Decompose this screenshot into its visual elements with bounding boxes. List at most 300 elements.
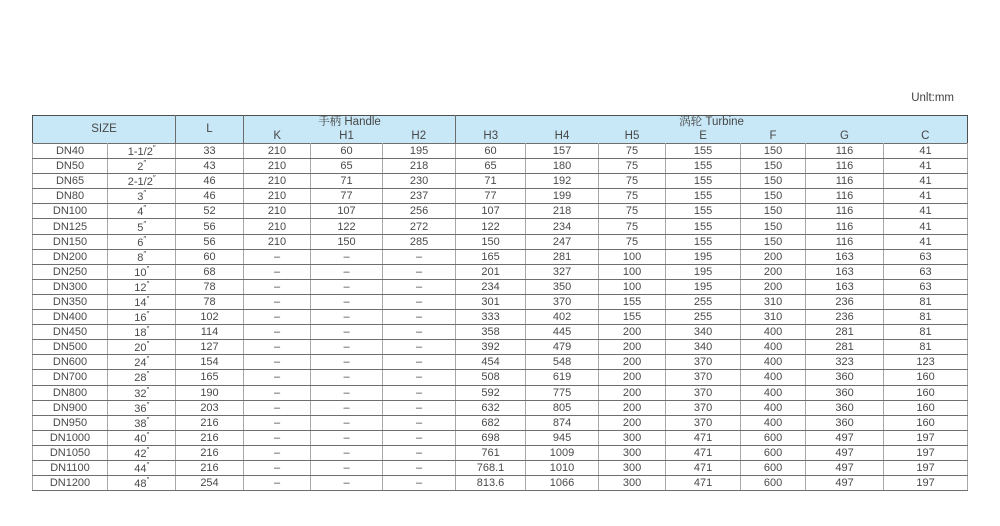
- table-cell: DN80: [33, 189, 108, 204]
- table-row: [33, 264, 968, 279]
- table-cell: 195: [666, 264, 741, 279]
- table-cell: –: [383, 385, 456, 400]
- col-header-g: G: [806, 130, 884, 144]
- table-cell: 100: [599, 264, 666, 279]
- table-cell: 155: [599, 310, 666, 325]
- col-group-turbine: 涡轮 Turbine: [456, 116, 968, 130]
- table-cell: 300: [599, 430, 666, 445]
- table-cell: 210: [244, 234, 311, 249]
- table-cell: –: [311, 476, 383, 491]
- table-cell: 497: [806, 430, 884, 445]
- table-cell: 165: [176, 370, 244, 385]
- table-cell: DN65: [33, 174, 108, 189]
- table-cell: 200: [599, 415, 666, 430]
- table-cell: 285: [383, 234, 456, 249]
- table-cell: 195: [666, 279, 741, 294]
- table-cell: 479: [526, 340, 599, 355]
- table-cell: 201: [456, 264, 526, 279]
- table-cell: 255: [666, 310, 741, 325]
- table-cell: 471: [666, 445, 741, 460]
- inch-mark: ″: [146, 325, 149, 335]
- table-cell: 160: [884, 415, 968, 430]
- table-cell: –: [244, 445, 311, 460]
- inch-mark: ″: [146, 340, 149, 350]
- unit-label: Unlt:mm: [911, 92, 954, 104]
- table-cell: 24″: [108, 355, 176, 370]
- table-cell: –: [383, 476, 456, 491]
- table-cell: 14″: [108, 294, 176, 309]
- table-cell: 471: [666, 430, 741, 445]
- table-cell: 71: [456, 174, 526, 189]
- table-cell: 116: [806, 234, 884, 249]
- table-cell: 160: [884, 385, 968, 400]
- table-cell: 340: [666, 340, 741, 355]
- table-cell: 155: [666, 159, 741, 174]
- inch-mark: ″: [146, 294, 149, 304]
- table-cell: 210: [244, 189, 311, 204]
- table-row: [33, 385, 968, 400]
- table-cell: –: [383, 430, 456, 445]
- table-cell: 195: [666, 249, 741, 264]
- table-body: [33, 144, 968, 491]
- table-cell: 619: [526, 370, 599, 385]
- table-cell: 155: [666, 189, 741, 204]
- table-cell: 805: [526, 400, 599, 415]
- inch-mark: ″: [143, 204, 146, 214]
- table-cell: 68: [176, 264, 244, 279]
- table-cell: 360: [806, 415, 884, 430]
- table-cell: 33: [176, 144, 244, 159]
- col-header-h1: H1: [311, 130, 383, 144]
- table-cell: 18″: [108, 325, 176, 340]
- table-cell: 155: [666, 219, 741, 234]
- table-cell: 180: [526, 159, 599, 174]
- table-cell: 370: [666, 370, 741, 385]
- table-cell: –: [244, 476, 311, 491]
- table-cell: DN125: [33, 219, 108, 234]
- inch-mark: ″: [143, 189, 146, 199]
- table-cell: 497: [806, 476, 884, 491]
- table-cell: 77: [456, 189, 526, 204]
- table-cell: 234: [526, 219, 599, 234]
- table-cell: DN950: [33, 415, 108, 430]
- table-cell: 200: [599, 385, 666, 400]
- table-cell: 44″: [108, 460, 176, 475]
- table-cell: 200: [741, 279, 806, 294]
- table-cell: 155: [666, 234, 741, 249]
- table-cell: –: [383, 400, 456, 415]
- table-cell: –: [383, 340, 456, 355]
- table-cell: 41: [884, 234, 968, 249]
- table-cell: 216: [176, 430, 244, 445]
- inch-mark: ″: [152, 144, 156, 154]
- table-cell: –: [244, 400, 311, 415]
- table-cell: 160: [884, 400, 968, 415]
- table-cell: 400: [741, 325, 806, 340]
- table-cell: 60: [456, 144, 526, 159]
- table-cell: 5″: [108, 219, 176, 234]
- table-cell: 400: [741, 415, 806, 430]
- table-cell: 445: [526, 325, 599, 340]
- table-cell: 116: [806, 159, 884, 174]
- table-cell: DN40: [33, 144, 108, 159]
- table-cell: 41: [884, 144, 968, 159]
- inch-mark: ″: [146, 430, 149, 440]
- table-cell: 682: [456, 415, 526, 430]
- table-row: [33, 189, 968, 204]
- inch-mark: ″: [146, 400, 149, 410]
- table-cell: 210: [244, 204, 311, 219]
- table-cell: 12″: [108, 279, 176, 294]
- table-cell: 218: [526, 204, 599, 219]
- table-cell: –: [244, 264, 311, 279]
- table-cell: 116: [806, 174, 884, 189]
- table-cell: 114: [176, 325, 244, 340]
- table-cell: 75: [599, 219, 666, 234]
- table-cell: 127: [176, 340, 244, 355]
- table-cell: 100: [599, 279, 666, 294]
- table-cell: 163: [806, 279, 884, 294]
- table-cell: 775: [526, 385, 599, 400]
- table-cell: 768.1: [456, 460, 526, 475]
- table-cell: 200: [599, 340, 666, 355]
- table-cell: 60: [176, 249, 244, 264]
- table-cell: 272: [383, 219, 456, 234]
- table-cell: 237: [383, 189, 456, 204]
- table-cell: 77: [311, 189, 383, 204]
- inch-mark: ″: [146, 415, 149, 425]
- table-cell: 163: [806, 264, 884, 279]
- table-cell: DN900: [33, 400, 108, 415]
- table-cell: 165: [456, 249, 526, 264]
- table-cell: –: [244, 325, 311, 340]
- table-cell: DN150: [33, 234, 108, 249]
- table-cell: 41: [884, 204, 968, 219]
- table-cell: 340: [666, 325, 741, 340]
- table-cell: 327: [526, 264, 599, 279]
- table-cell: 102: [176, 310, 244, 325]
- table-cell: 150: [741, 174, 806, 189]
- table-row: [33, 279, 968, 294]
- table-cell: 75: [599, 234, 666, 249]
- table-cell: DN700: [33, 370, 108, 385]
- table-cell: 6″: [108, 234, 176, 249]
- table-cell: 197: [884, 430, 968, 445]
- col-header-h4: H4: [526, 130, 599, 144]
- table-cell: 210: [244, 159, 311, 174]
- table-cell: 116: [806, 219, 884, 234]
- inch-mark: ″: [152, 174, 156, 184]
- table-cell: 116: [806, 189, 884, 204]
- table-cell: –: [311, 445, 383, 460]
- table-cell: 310: [741, 294, 806, 309]
- table-cell: 56: [176, 234, 244, 249]
- table-cell: –: [311, 460, 383, 475]
- table-cell: –: [311, 340, 383, 355]
- table-cell: 200: [741, 249, 806, 264]
- table-cell: 32″: [108, 385, 176, 400]
- inch-mark: ″: [146, 385, 149, 395]
- table-cell: –: [311, 355, 383, 370]
- table-cell: –: [383, 249, 456, 264]
- table-cell: 370: [666, 385, 741, 400]
- table-cell: DN250: [33, 264, 108, 279]
- table-cell: –: [244, 460, 311, 475]
- table-cell: –: [311, 279, 383, 294]
- table-cell: 192: [526, 174, 599, 189]
- table-cell: 281: [806, 325, 884, 340]
- table-cell: DN800: [33, 385, 108, 400]
- table-cell: 75: [599, 204, 666, 219]
- table-cell: –: [383, 264, 456, 279]
- table-cell: 200: [599, 355, 666, 370]
- table-row: [33, 249, 968, 264]
- table-cell: 813.6: [456, 476, 526, 491]
- inch-mark: ″: [146, 264, 149, 274]
- table-cell: 150: [741, 189, 806, 204]
- table-cell: 197: [884, 445, 968, 460]
- table-cell: 236: [806, 310, 884, 325]
- table-cell: 632: [456, 400, 526, 415]
- table-cell: 698: [456, 430, 526, 445]
- table-cell: 81: [884, 294, 968, 309]
- table-cell: DN600: [33, 355, 108, 370]
- table-cell: 150: [311, 234, 383, 249]
- table-cell: 508: [456, 370, 526, 385]
- table-cell: 150: [741, 219, 806, 234]
- table-cell: –: [311, 370, 383, 385]
- table-row: [33, 476, 968, 491]
- inch-mark: ″: [146, 310, 149, 320]
- table-cell: 100: [599, 249, 666, 264]
- table-cell: 63: [884, 279, 968, 294]
- table-cell: –: [383, 415, 456, 430]
- table-cell: –: [311, 385, 383, 400]
- table-cell: –: [244, 430, 311, 445]
- table-cell: 281: [806, 340, 884, 355]
- table-row: [33, 355, 968, 370]
- table-cell: 122: [456, 219, 526, 234]
- table-cell: 163: [806, 249, 884, 264]
- table-cell: –: [311, 310, 383, 325]
- table-cell: 400: [741, 400, 806, 415]
- table-cell: 945: [526, 430, 599, 445]
- table-cell: –: [311, 430, 383, 445]
- table-cell: 210: [244, 174, 311, 189]
- table-cell: 78: [176, 294, 244, 309]
- table-cell: 471: [666, 476, 741, 491]
- table-cell: 46: [176, 174, 244, 189]
- table-cell: 154: [176, 355, 244, 370]
- table-cell: –: [383, 460, 456, 475]
- table-cell: 28″: [108, 370, 176, 385]
- table-cell: 63: [884, 249, 968, 264]
- table-cell: 3″: [108, 189, 176, 204]
- table-cell: –: [244, 415, 311, 430]
- table-cell: 78: [176, 279, 244, 294]
- table-header: [33, 116, 968, 144]
- table-cell: 497: [806, 445, 884, 460]
- table-row: [33, 400, 968, 415]
- table-cell: –: [244, 355, 311, 370]
- table-row: [33, 174, 968, 189]
- table-cell: 157: [526, 144, 599, 159]
- table-cell: 41: [884, 174, 968, 189]
- table-row: [33, 294, 968, 309]
- table-cell: 65: [311, 159, 383, 174]
- table-cell: –: [383, 279, 456, 294]
- table-cell: 42″: [108, 445, 176, 460]
- table-cell: DN50: [33, 159, 108, 174]
- table-cell: –: [383, 294, 456, 309]
- table-cell: 2″: [108, 159, 176, 174]
- table-row: [33, 159, 968, 174]
- table-cell: 281: [526, 249, 599, 264]
- inch-mark: ″: [143, 249, 146, 259]
- table-cell: 548: [526, 355, 599, 370]
- table-row: [33, 445, 968, 460]
- table-cell: –: [383, 370, 456, 385]
- table-cell: 65: [456, 159, 526, 174]
- table-cell: 116: [806, 144, 884, 159]
- table-cell: 218: [383, 159, 456, 174]
- table-cell: 600: [741, 430, 806, 445]
- table-cell: –: [311, 400, 383, 415]
- col-group-size: SIZE: [33, 116, 176, 144]
- table-cell: 392: [456, 340, 526, 355]
- table-cell: 38″: [108, 415, 176, 430]
- inch-mark: ″: [146, 461, 149, 471]
- table-cell: 370: [666, 400, 741, 415]
- table-cell: 197: [884, 476, 968, 491]
- table-cell: DN300: [33, 279, 108, 294]
- table-cell: –: [244, 340, 311, 355]
- table-cell: 43: [176, 159, 244, 174]
- col-header-f: F: [741, 130, 806, 144]
- inch-mark: ″: [143, 234, 146, 244]
- table-row: [33, 340, 968, 355]
- table-cell: 41: [884, 189, 968, 204]
- table-cell: 333: [456, 310, 526, 325]
- table-row: [33, 430, 968, 445]
- table-cell: 216: [176, 460, 244, 475]
- table-row: [33, 415, 968, 430]
- table-row: [33, 310, 968, 325]
- table-cell: 400: [741, 385, 806, 400]
- table-cell: 1009: [526, 445, 599, 460]
- table-cell: 497: [806, 460, 884, 475]
- table-cell: 107: [311, 204, 383, 219]
- table-cell: DN200: [33, 249, 108, 264]
- table-cell: 323: [806, 355, 884, 370]
- table-cell: 236: [806, 294, 884, 309]
- inch-mark: ″: [146, 476, 149, 486]
- table-cell: –: [311, 415, 383, 430]
- inch-mark: ″: [146, 279, 149, 289]
- table-cell: DN400: [33, 310, 108, 325]
- table-cell: 199: [526, 189, 599, 204]
- table-cell: 310: [741, 310, 806, 325]
- table-cell: DN1050: [33, 445, 108, 460]
- table-cell: 203: [176, 400, 244, 415]
- table-cell: 200: [599, 325, 666, 340]
- col-group-l: L: [176, 116, 244, 144]
- table-cell: 300: [599, 476, 666, 491]
- table-cell: 197: [884, 460, 968, 475]
- table-cell: DN350: [33, 294, 108, 309]
- table-cell: 122: [311, 219, 383, 234]
- col-header-h3: H3: [456, 130, 526, 144]
- table-cell: 216: [176, 415, 244, 430]
- table-cell: 200: [599, 370, 666, 385]
- table-cell: 210: [244, 219, 311, 234]
- table-cell: 81: [884, 340, 968, 355]
- table-cell: 116: [806, 204, 884, 219]
- table-cell: 370: [526, 294, 599, 309]
- table-cell: 75: [599, 144, 666, 159]
- table-cell: –: [383, 310, 456, 325]
- table-cell: –: [244, 385, 311, 400]
- inch-mark: ″: [146, 445, 149, 455]
- table-cell: 150: [741, 144, 806, 159]
- table-cell: 370: [666, 415, 741, 430]
- table-cell: 360: [806, 400, 884, 415]
- table-cell: 454: [456, 355, 526, 370]
- table-cell: DN450: [33, 325, 108, 340]
- table-cell: 48″: [108, 476, 176, 491]
- table-cell: 8″: [108, 249, 176, 264]
- table-cell: 360: [806, 385, 884, 400]
- table-cell: –: [311, 249, 383, 264]
- col-header-e: E: [666, 130, 741, 144]
- table-cell: –: [311, 294, 383, 309]
- table-cell: 41: [884, 219, 968, 234]
- table-cell: 358: [456, 325, 526, 340]
- table-cell: 600: [741, 460, 806, 475]
- inch-mark: ″: [143, 159, 146, 169]
- table-cell: 370: [666, 355, 741, 370]
- table-cell: 350: [526, 279, 599, 294]
- table-cell: 360: [806, 370, 884, 385]
- table-cell: 230: [383, 174, 456, 189]
- table-cell: –: [244, 294, 311, 309]
- table-cell: 254: [176, 476, 244, 491]
- inch-mark: ″: [146, 355, 149, 365]
- table-cell: 150: [741, 234, 806, 249]
- table-cell: 107: [456, 204, 526, 219]
- table-cell: 195: [383, 144, 456, 159]
- table-cell: DN100: [33, 204, 108, 219]
- table-cell: 81: [884, 325, 968, 340]
- table-cell: –: [383, 445, 456, 460]
- dimension-spec-table: [32, 115, 968, 491]
- table-cell: –: [244, 279, 311, 294]
- table-cell: 234: [456, 279, 526, 294]
- table-cell: 1-1/2″: [108, 144, 176, 159]
- col-header-h5: H5: [599, 130, 666, 144]
- table-cell: 471: [666, 460, 741, 475]
- col-header-c: C: [884, 130, 968, 144]
- table-cell: 150: [741, 159, 806, 174]
- table-row: [33, 204, 968, 219]
- table-cell: 400: [741, 340, 806, 355]
- table-cell: 600: [741, 445, 806, 460]
- table-row: [33, 370, 968, 385]
- table-cell: 761: [456, 445, 526, 460]
- table-cell: 41: [884, 159, 968, 174]
- table-cell: DN1000: [33, 430, 108, 445]
- table-cell: 150: [456, 234, 526, 249]
